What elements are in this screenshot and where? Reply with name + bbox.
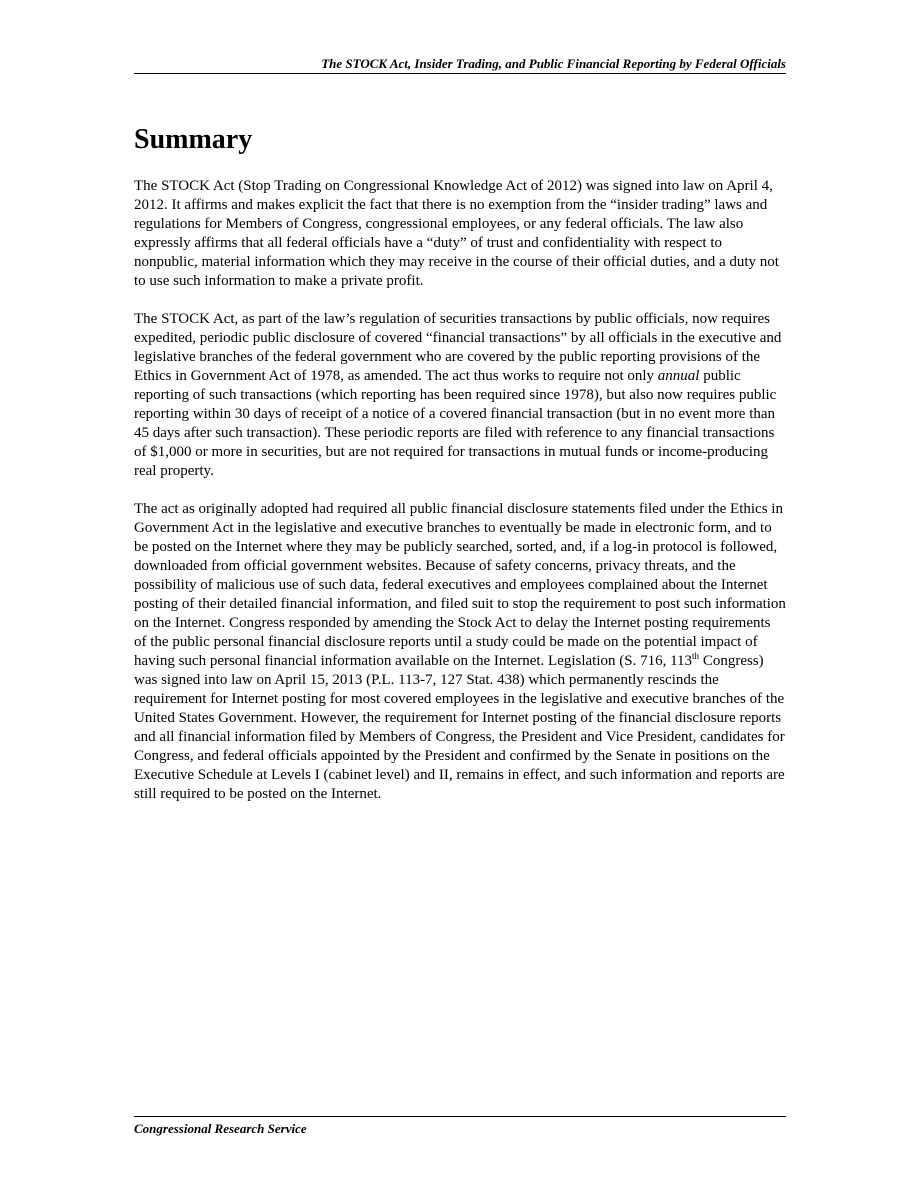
paragraph-text-segment: The STOCK Act, as part of the law’s regulation of securities transactions by public officials, now requires expedited, periodic public disclosure of covered “financial transactions” by all officials in the executive and legislative branches of the federal government who are covered by the public reporting provisions of the Ethics in Government Act of 1978, as amended. The act thus works to require not only [134, 311, 782, 384]
paragraph-text-segment: public reporting of such transactions (which reporting has been required since 1978), but also now requires public reporting within 30 days of receipt of a notice of a covered financial transaction (but in no event more than 45 days after such transaction). These periodic reports are filed with reference to any financial transactions of $1,000 or more in securities, but are not required for transactions in mutual funds or income-producing real property. [134, 368, 777, 479]
page-title: Summary [134, 124, 253, 155]
footer-divider [134, 1116, 786, 1117]
ordinal-superscript: th [692, 651, 700, 661]
running-header: The STOCK Act, Insider Trading, and Public Financial Reporting by Federal Officials [321, 56, 786, 71]
paragraph-disclosure-requirements [134, 310, 786, 481]
running-footer: Congressional Research Service [134, 1121, 307, 1136]
summary-body [134, 177, 786, 823]
paragraph-internet-posting [134, 500, 786, 804]
paragraph-text-segment: The act as originally adopted had required all public financial disclosure statements filed under the Ethics in Government Act in the legislative and executive branches to eventually be made in electronic form, and to be posted on the Internet where they may be publicly searched, sorted, and, if a log-in protocol is followed, downloaded from official government websites. Because of safety concerns, privacy threats, and the possibility of malicious use of such data, federal executives and employees complained about the Internet posting of their detailed financial information, and filed suit to stop the requirement to post such information on the Internet. Congress responded by amending the Stock Act to delay the Internet posting requirements of the public personal financial disclosure reports until a study could be made on the potential impact of having such personal financial information available on the Internet. Legislation (S. 716, 113 [134, 501, 786, 669]
paragraph-stock-act-overview: The STOCK Act (Stop Trading on Congressional Knowledge Act of 2012) was signed into law on April 4, 2012. It affirms and makes explicit the fact that there is no exemption from the “insider trading” laws and regulations for Members of Congress, congressional employees, or any federal officials. The law also expressly affirms that all federal officials have a “duty” of trust and confidentiality with respect to nonpublic, material information which they may receive in the course of their official duties, and a duty not to use such information to make a private profit. [134, 178, 779, 289]
header-divider [134, 73, 786, 74]
emphasized-term: annual [657, 368, 700, 384]
paragraph-text-segment: Congress) was signed into law on April 15, 2013 (P.L. 113-7, 127 Stat. 438) which permanently rescinds the requirement for Internet posting for most covered employees in the legislative and executive branches of the United States Government. However, the requirement for Internet posting of the financial disclosure reports and all financial information filed by Members of Congress, the President and Vice President, candidates for Congress, and federal officials appointed by the President and confirmed by the Senate in positions on the Executive Schedule at Levels I (cabinet level) and II, remains in effect, and such information and reports are still required to be posted on the Internet. [134, 653, 785, 802]
